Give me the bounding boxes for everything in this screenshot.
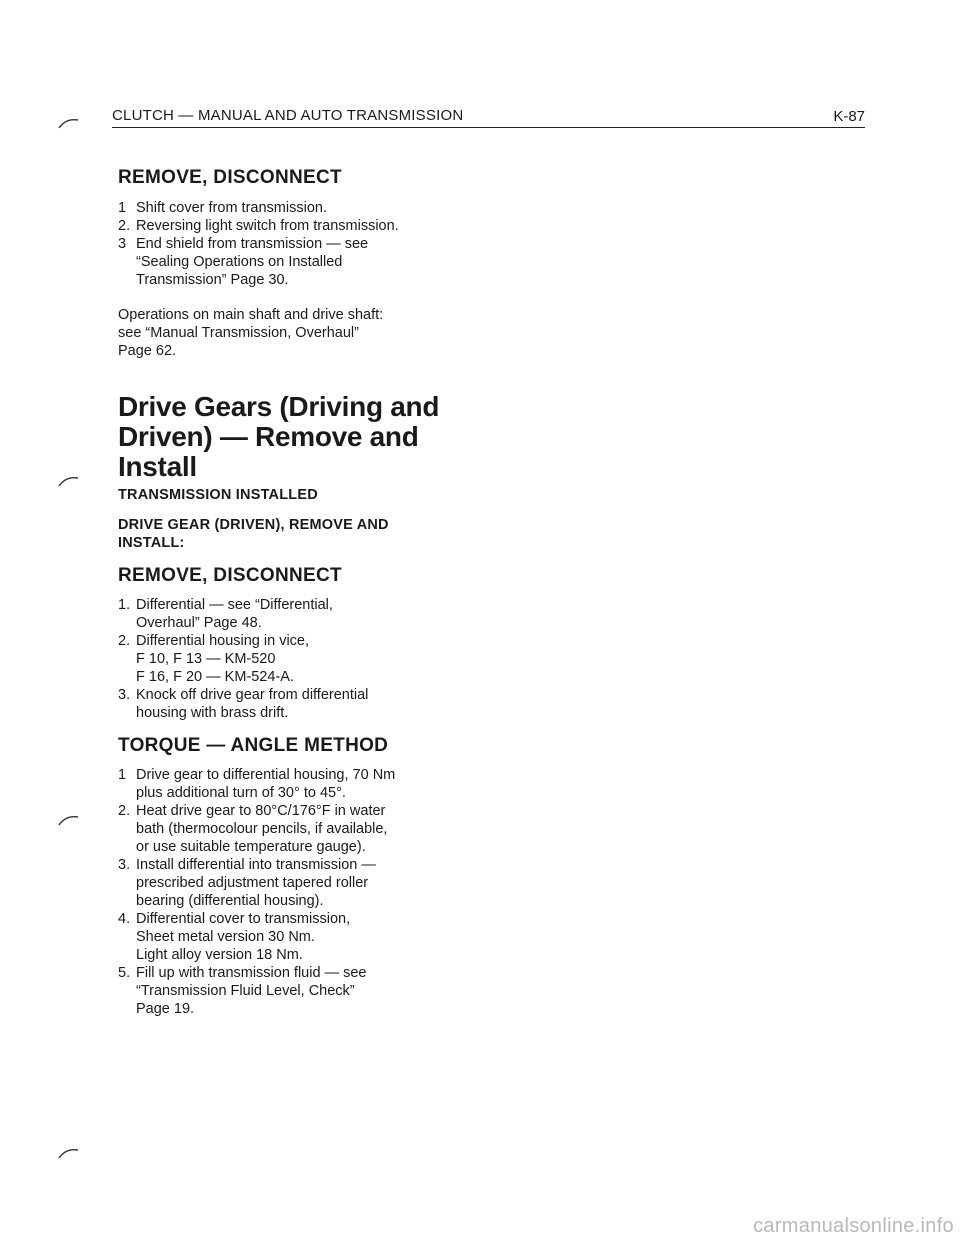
margin-mark-icon bbox=[56, 811, 82, 829]
list-text: Differential housing in vice, bbox=[136, 633, 310, 649]
header-title: CLUTCH — MANUAL AND AUTO TRANSMISSION bbox=[112, 107, 464, 124]
note-line: Operations on main shaft and drive shaft: bbox=[118, 307, 384, 323]
list-text: Heat drive gear to 80°C/176°F in water bbox=[136, 803, 386, 819]
list-number: 4. bbox=[118, 911, 131, 927]
list-text: housing with brass drift. bbox=[136, 705, 289, 721]
title-line: Driven) — Remove and bbox=[118, 421, 419, 452]
list-number: 5. bbox=[118, 965, 131, 981]
subheading-line: DRIVE GEAR (DRIVEN), REMOVE AND bbox=[118, 517, 389, 533]
list-number: 3. bbox=[118, 687, 131, 703]
list-text: Install differential into transmission — bbox=[136, 857, 376, 873]
list-text: Fill up with transmission fluid — see bbox=[136, 965, 367, 981]
removal-list bbox=[118, 199, 399, 289]
list-item bbox=[118, 856, 395, 910]
list-number: 2. bbox=[118, 633, 131, 649]
list-text: Shift cover from transmission. bbox=[136, 200, 327, 216]
margin-mark-icon bbox=[56, 114, 82, 132]
removal-list bbox=[118, 596, 368, 722]
list-item bbox=[118, 910, 395, 964]
list-text: Knock off drive gear from differential bbox=[136, 687, 369, 703]
subheading-line: INSTALL: bbox=[118, 535, 185, 551]
list-text: bath (thermocolour pencils, if available, bbox=[136, 821, 388, 837]
list-text: Reversing light switch from transmission. bbox=[136, 218, 399, 234]
subheading bbox=[118, 486, 318, 504]
list-number: 1 bbox=[118, 200, 127, 216]
title-line: Drive Gears (Driving and bbox=[118, 391, 440, 422]
subheading bbox=[118, 516, 389, 552]
list-number: 1. bbox=[118, 597, 131, 613]
list-text: Differential — see “Differential, bbox=[136, 597, 333, 613]
list-number: 2. bbox=[118, 218, 131, 234]
list-item bbox=[118, 802, 395, 856]
list-number: 3 bbox=[118, 236, 127, 252]
list-number: 3. bbox=[118, 857, 131, 873]
list-item bbox=[118, 632, 368, 686]
watermark: carmanualsonline.info bbox=[753, 1215, 954, 1237]
section-heading: REMOVE, DISCONNECT bbox=[118, 167, 342, 188]
section-heading: TORQUE — ANGLE METHOD bbox=[118, 735, 389, 756]
list-text: “Transmission Fluid Level, Check” bbox=[136, 983, 355, 999]
list-item bbox=[118, 235, 399, 289]
list-text: prescribed adjustment tapered roller bbox=[136, 875, 369, 891]
page-title bbox=[118, 392, 478, 482]
list-number: 1 bbox=[118, 767, 127, 783]
list-text: F 16, F 20 — KM-524-A. bbox=[136, 669, 294, 685]
torque-list bbox=[118, 766, 395, 1018]
list-item bbox=[118, 596, 368, 632]
list-text: End shield from transmission — see bbox=[136, 236, 369, 252]
list-text: Light alloy version 18 Nm. bbox=[136, 947, 303, 963]
list-item bbox=[118, 199, 399, 217]
list-item bbox=[118, 766, 395, 802]
list-item bbox=[118, 217, 399, 235]
list-item bbox=[118, 964, 395, 1018]
list-text: or use suitable temperature gauge). bbox=[136, 839, 366, 855]
list-text: F 10, F 13 — KM-520 bbox=[136, 651, 276, 667]
list-text: “Sealing Operations on Installed bbox=[136, 254, 343, 270]
margin-mark-icon bbox=[56, 1144, 82, 1162]
list-text: bearing (differential housing). bbox=[136, 893, 324, 909]
list-text: Page 19. bbox=[136, 1001, 195, 1017]
note-line: Page 62. bbox=[118, 343, 177, 359]
note-line: see “Manual Transmission, Overhaul” bbox=[118, 325, 359, 341]
list-number: 2. bbox=[118, 803, 131, 819]
list-text: Sheet metal version 30 Nm. bbox=[136, 929, 315, 945]
list-text: Differential cover to transmission, bbox=[136, 911, 351, 927]
note-paragraph bbox=[118, 306, 383, 360]
list-text: Transmission” Page 30. bbox=[136, 272, 289, 288]
page-number: K-87 bbox=[833, 108, 865, 125]
title-line: Install bbox=[118, 451, 197, 482]
subheading-line: TRANSMISSION INSTALLED bbox=[118, 487, 318, 503]
list-text: plus additional turn of 30° to 45°. bbox=[136, 785, 346, 801]
list-text: Overhaul” Page 48. bbox=[136, 615, 262, 631]
list-text: Drive gear to differential housing, 70 Nm bbox=[136, 767, 396, 783]
list-item bbox=[118, 686, 368, 722]
page-header bbox=[112, 105, 865, 128]
section-heading: REMOVE, DISCONNECT bbox=[118, 565, 342, 586]
margin-mark-icon bbox=[56, 472, 82, 490]
